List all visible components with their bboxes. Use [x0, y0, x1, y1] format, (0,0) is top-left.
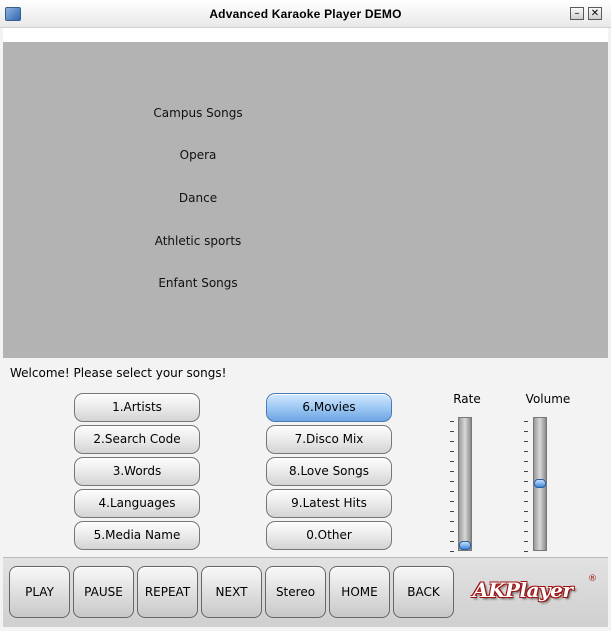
- slider-tick: [524, 421, 528, 422]
- slider-tick: [450, 461, 454, 462]
- slider-tick: [450, 521, 454, 522]
- home-button[interactable]: HOME: [329, 566, 390, 618]
- title-bar: [0, 0, 611, 28]
- slider-tick: [524, 531, 528, 532]
- rate-slider-thumb[interactable]: [459, 541, 471, 550]
- rate-label: Rate: [453, 392, 481, 406]
- window-title: Advanced Karaoke Player DEMO: [209, 7, 402, 21]
- search-love-songs-button[interactable]: 8.Love Songs: [266, 457, 392, 486]
- category-panel: [3, 42, 608, 358]
- slider-tick: [450, 441, 454, 442]
- playback-toolbar: [3, 557, 608, 627]
- volume-slider-thumb[interactable]: [534, 479, 546, 488]
- search-other-button[interactable]: 0.Other: [266, 521, 392, 550]
- category-athletic-sports[interactable]: Athletic sports: [154, 234, 242, 248]
- back-button[interactable]: BACK: [393, 566, 454, 618]
- slider-tick: [524, 541, 528, 542]
- search-code-button[interactable]: 2.Search Code: [74, 425, 200, 454]
- slider-tick: [524, 501, 528, 502]
- slider-tick: [450, 421, 454, 422]
- welcome-message: Welcome! Please select your songs!: [10, 366, 227, 380]
- search-latest-hits-button[interactable]: 9.Latest Hits: [266, 489, 392, 518]
- search-artists-button[interactable]: 1.Artists: [74, 393, 200, 422]
- repeat-button[interactable]: REPEAT: [137, 566, 198, 618]
- slider-tick: [450, 451, 454, 452]
- slider-tick: [524, 471, 528, 472]
- category-enfant-songs[interactable]: Enfant Songs: [158, 276, 238, 290]
- category-dance[interactable]: Dance: [178, 191, 218, 205]
- search-disco-mix-button[interactable]: 7.Disco Mix: [266, 425, 392, 454]
- volume-label: Volume: [525, 392, 571, 406]
- slider-tick: [450, 511, 454, 512]
- slider-tick: [524, 481, 528, 482]
- slider-tick: [524, 461, 528, 462]
- slider-tick: [450, 491, 454, 492]
- slider-tick: [524, 551, 528, 552]
- slider-tick: [450, 471, 454, 472]
- slider-tick: [524, 441, 528, 442]
- slider-tick: [524, 491, 528, 492]
- next-button[interactable]: NEXT: [201, 566, 262, 618]
- search-movies-button[interactable]: 6.Movies: [266, 393, 392, 422]
- white-strip: [3, 28, 608, 42]
- pause-button[interactable]: PAUSE: [73, 566, 134, 618]
- search-media-name-button[interactable]: 5.Media Name: [74, 521, 200, 550]
- slider-tick: [524, 431, 528, 432]
- registered-mark: ®: [588, 574, 597, 584]
- slider-tick: [450, 431, 454, 432]
- slider-tick: [524, 451, 528, 452]
- category-opera[interactable]: Opera: [179, 148, 217, 162]
- stereo-button[interactable]: Stereo: [265, 566, 326, 618]
- slider-tick: [450, 481, 454, 482]
- minimize-icon[interactable]: –: [570, 7, 584, 20]
- slider-tick: [450, 531, 454, 532]
- slider-tick: [524, 521, 528, 522]
- slider-tick: [450, 501, 454, 502]
- akplayer-logo: AKPlayer: [473, 578, 573, 602]
- play-button[interactable]: PLAY: [9, 566, 70, 618]
- close-icon[interactable]: ✕: [588, 7, 602, 20]
- category-campus-songs[interactable]: Campus Songs: [153, 106, 243, 120]
- search-languages-button[interactable]: 4.Languages: [74, 489, 200, 518]
- slider-tick: [450, 551, 454, 552]
- search-words-button[interactable]: 3.Words: [74, 457, 200, 486]
- rate-slider-track[interactable]: [458, 417, 472, 551]
- slider-tick: [450, 541, 454, 542]
- slider-tick: [524, 511, 528, 512]
